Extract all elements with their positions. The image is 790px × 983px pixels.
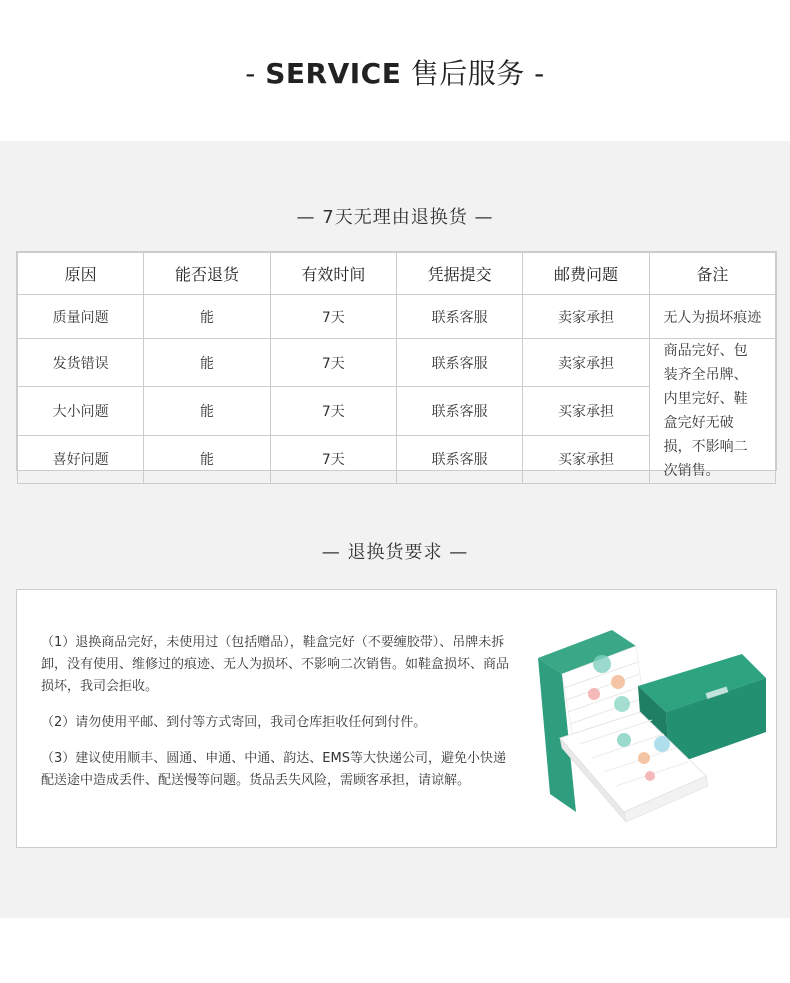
cell-postage: 买家承担 (523, 435, 649, 483)
cell-valid: 7天 (270, 435, 396, 483)
col-header-proof: 凭据提交 (396, 253, 522, 295)
cell-proof: 联系客服 (396, 295, 522, 339)
shoe-box-product-image (520, 626, 770, 826)
return-policy-title: — 7天无理由退换货 — (296, 207, 494, 228)
cell-note-quality: 无人为损坏痕迹 (649, 295, 775, 339)
title-prefix: - (245, 57, 266, 90)
col-header-reason: 原因 (18, 253, 144, 295)
requirement-item-2: （2）请勿使用平邮、到付等方式寄回，我司仓库拒收任何到付件。 (41, 715, 427, 730)
requirement-item-1: （1）退换商品完好，未使用过（包括赠品），鞋盒完好（不要缠胶带）、吊牌未拆卸，没有使用、维修过的痕迹、无人为损坏、不影响二次销售。如鞋盒损坏、商品损坏，我司会拒收。 (41, 635, 510, 694)
cell-note-others: 商品完好、包装齐全吊牌、内里完好、鞋盒完好无破损，不影响二次销售。 (649, 339, 775, 484)
table-row (18, 339, 776, 387)
page-title (0, 52, 790, 92)
cell-returnable: 能 (144, 435, 270, 483)
cell-reason: 质量问题 (18, 295, 144, 339)
col-header-note: 备注 (649, 253, 775, 295)
cell-valid: 7天 (270, 295, 396, 339)
title-cn: 售后服务 - (401, 57, 545, 90)
cell-returnable: 能 (144, 339, 270, 387)
cell-returnable: 能 (144, 387, 270, 435)
requirements-title: — 退换货要求 — (321, 542, 469, 563)
table-row (18, 295, 776, 339)
cell-reason: 发货错误 (18, 339, 144, 387)
requirement-item-3: （3）建议使用顺丰、圆通、申通、中通、韵达、EMS等大快递公司，避免小快递配送途中造成丢件、配送慢等问题。货品丢失风险，需顾客承担，请谅解。 (41, 751, 506, 788)
col-header-returnable: 能否退货 (144, 253, 270, 295)
cell-valid: 7天 (270, 387, 396, 435)
cell-returnable: 能 (144, 295, 270, 339)
title-en: SERVICE (265, 57, 402, 90)
table-header-row (18, 253, 776, 295)
cell-proof: 联系客服 (396, 435, 522, 483)
cell-postage: 买家承担 (523, 387, 649, 435)
cell-proof: 联系客服 (396, 339, 522, 387)
cell-postage: 卖家承担 (523, 339, 649, 387)
cell-valid: 7天 (270, 339, 396, 387)
cell-reason: 喜好问题 (18, 435, 144, 483)
cell-proof: 联系客服 (396, 387, 522, 435)
cell-reason: 大小问题 (18, 387, 144, 435)
col-header-valid-time: 有效时间 (270, 253, 396, 295)
col-header-postage: 邮费问题 (523, 253, 649, 295)
return-policy-table (16, 251, 777, 479)
cell-postage: 卖家承担 (523, 295, 649, 339)
requirements-text (41, 632, 511, 806)
